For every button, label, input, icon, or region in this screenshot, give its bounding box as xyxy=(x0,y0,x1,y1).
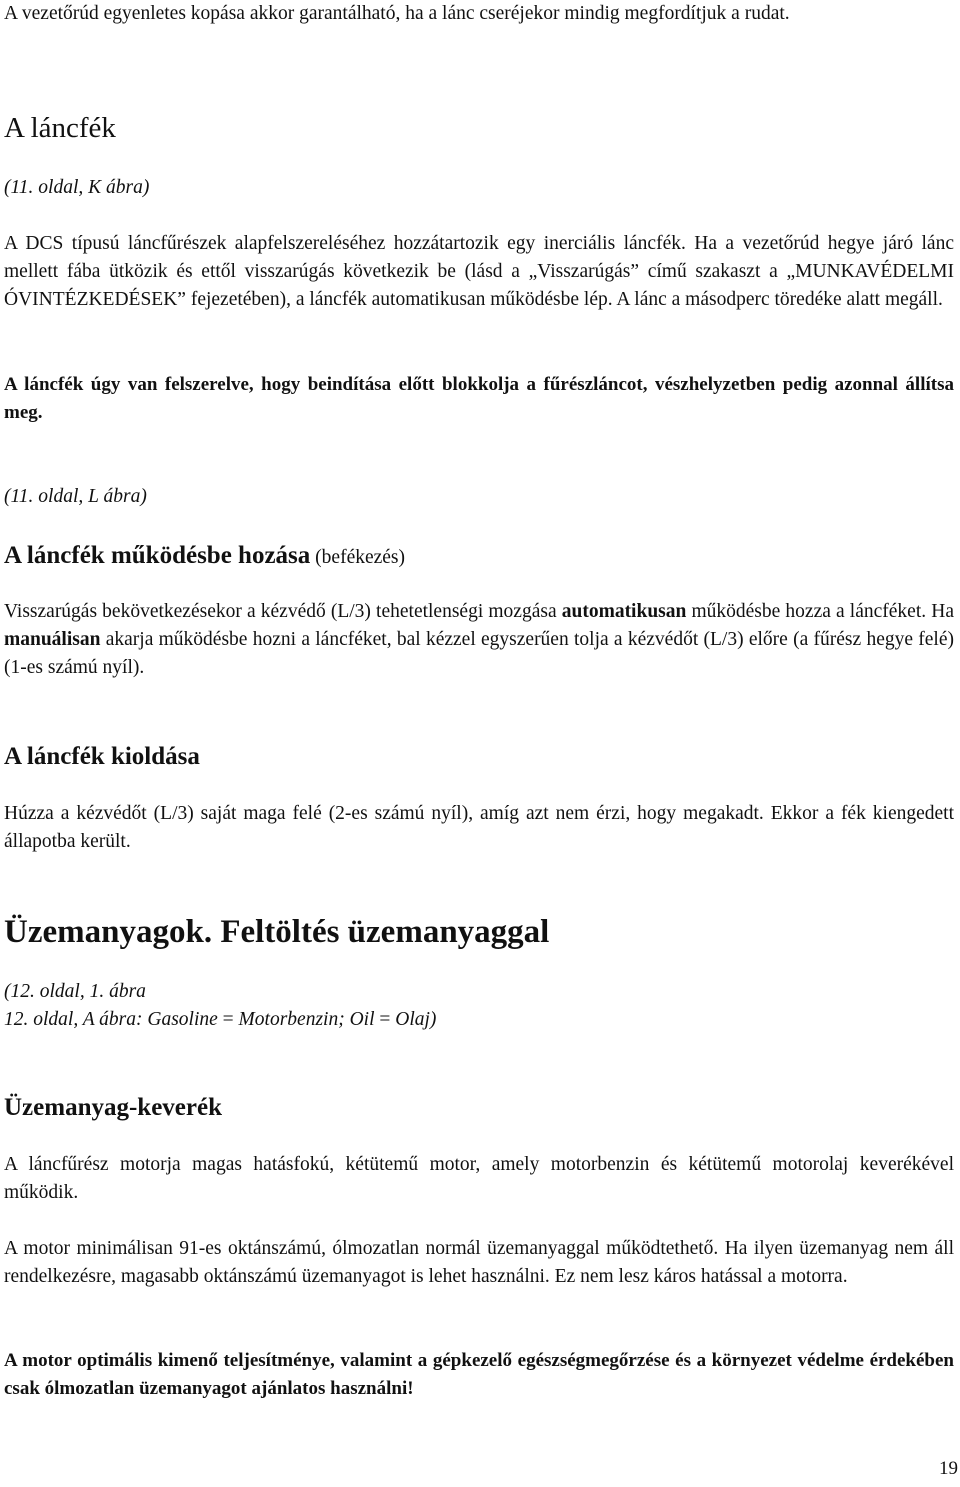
emphasis-automatic: automatikusan xyxy=(561,601,687,622)
page-number: 19 xyxy=(939,1458,958,1479)
text-run: Motorbenzin; Oil xyxy=(233,1009,380,1030)
text-run: Ha xyxy=(931,601,954,622)
emphasis-manual: manuálisan xyxy=(4,629,101,650)
figure-reference-k: (11. oldal, K ábra) xyxy=(4,177,150,198)
heading-chain-brake: A láncfék xyxy=(4,112,116,144)
heading-brake-activation-main: A láncfék működésbe hozása xyxy=(4,542,311,569)
text-run: 12. oldal, A ábra: Gasoline xyxy=(4,1009,223,1030)
heading-fuel-mixture: Üzemanyag-keverék xyxy=(4,1094,222,1121)
text-run: = xyxy=(222,1009,234,1030)
heading-fuels: Üzemanyagok. Feltöltés üzemanyaggal xyxy=(4,914,550,950)
figure-reference-12-a xyxy=(4,1006,954,1034)
heading-brake-activation xyxy=(4,540,954,574)
heading-brake-activation-sub: (befékezés) xyxy=(310,547,406,568)
paragraph-chain-rotation: A vezetőrúd egyenletes kopása akkor garantálható, ha a lánc cseréjekor mindig megfordítjuk a rudat. xyxy=(4,3,790,24)
paragraph-brake-release: Húzza a kézvédőt (L/3) saját maga felé (2-es számú nyíl), amíg azt nem érzi, hogy megakadt. Ekkor a fék kiengedett állapotba került. xyxy=(4,803,954,852)
text-run: Olaj) xyxy=(390,1009,437,1030)
figure-reference-l: (11. oldal, L ábra) xyxy=(4,486,147,507)
heading-brake-release: A láncfék kioldása xyxy=(4,743,200,770)
text-run: akarja működésbe hozni a láncféket, bal kézzel egyszerűen tolja a kézvédőt (L/3) előre (a fűrész hegye felé) (1-es számú nyíl). xyxy=(4,629,954,678)
paragraph-octane: A motor minimálisan 91-es oktánszámú, ólmozatlan normál üzemanyaggal működtethető. Ha ilyen üzemanyag nem áll rendelkezésre, magasabb oktánszámú üzemanyagot is lehet használni. Ez nem lesz káros hatással a motorra. xyxy=(4,1238,954,1287)
paragraph-kickback-activation xyxy=(4,598,954,682)
paragraph-unleaded-bold-note: A motor optimális kimenő teljesítménye, valamint a gépkezelő egészségmegőrzése és a környezet védelme érdekében csak ólmozatlan üzemanyagot ajánlatos használni! xyxy=(4,1350,954,1399)
paragraph-brake-bold-note: A láncfék úgy van felszerelve, hogy beindítása előtt blokkolja a fűrészláncot, vészhelyzetben pedig azonnal állítsa meg. xyxy=(4,374,954,423)
paragraph-two-stroke-engine: A láncfűrész motorja magas hatásfokú, kétütemű motor, amely motorbenzin és kétütemű motorolaj keverékével működik. xyxy=(4,1154,954,1203)
text-run: működésbe hozza a láncféket. xyxy=(686,601,932,622)
text-run: Visszarúgás bekövetkezésekor a kézvédő (L/3) tehetetlenségi mozgása xyxy=(4,601,562,622)
paragraph-inertial-brake: A DCS típusú láncfűrészek alapfelszereléséhez hozzátartozik egy inerciális láncfék. Ha a vezetőrúd hegye járó lánc mellett fába ütközik és ettől visszarúgás következik be (lásd a „Visszarúgás” című szakaszt a „MUNKAVÉDELMI ÓVINTÉZKEDÉSEK” fejezetében), a láncfék automatikusan működésbe lép. A lánc a másodperc töredéke alatt megáll. xyxy=(4,233,954,310)
text-run: = xyxy=(379,1009,391,1030)
figure-reference-12-1: (12. oldal, 1. ábra xyxy=(4,981,146,1002)
